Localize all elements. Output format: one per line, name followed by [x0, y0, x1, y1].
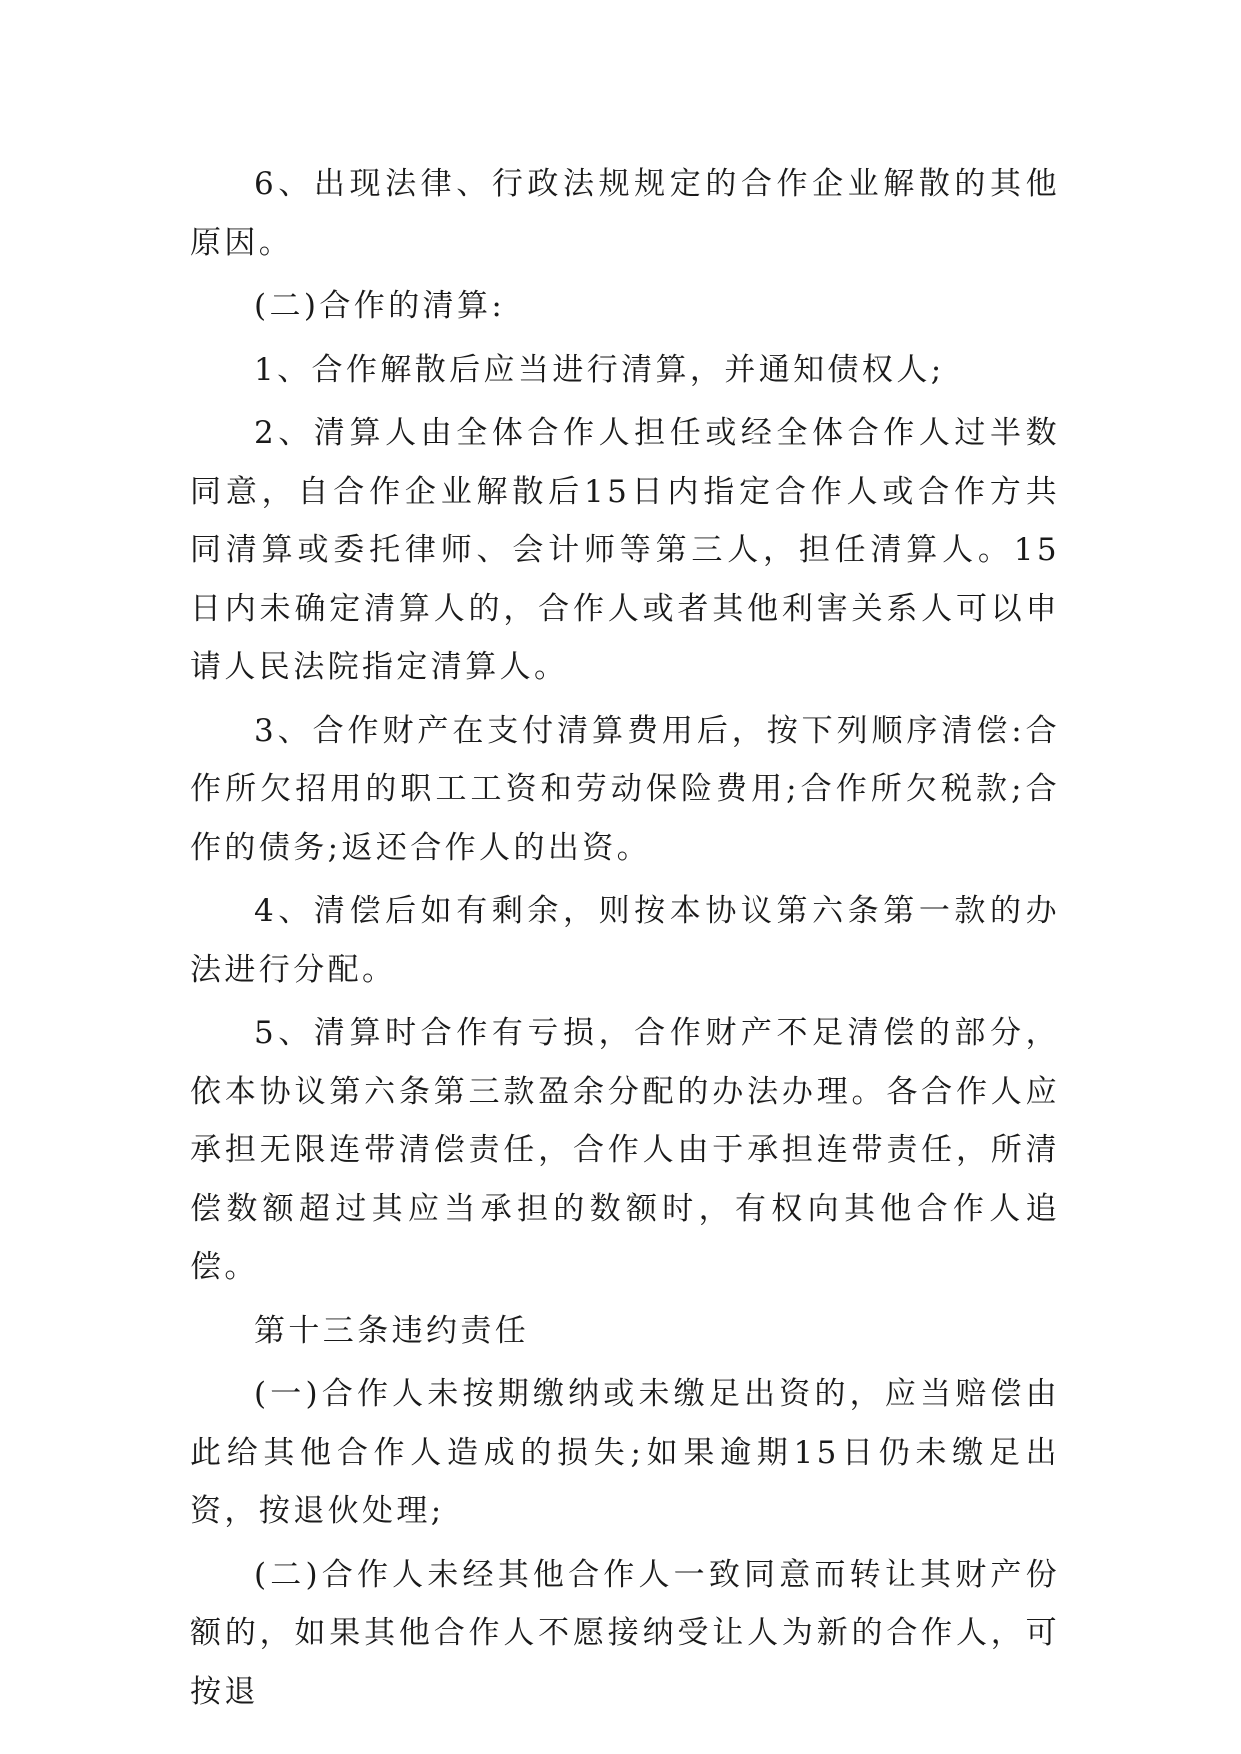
paragraph-item-5: 5、清算时合作有亏损，合作财产不足清偿的部分，依本协议第六条第三款盈余分配的办法办理。各合作人应承担无限连带清偿责任，合作人由于承担连带责任，所清偿数额超过其应当承担的数额时，有权向其他合作人追偿。 [190, 1015, 1060, 1285]
paragraph-item-2: 2、清算人由全体合作人担任或经全体合作人过半数同意，自合作企业解散后15日内指定合作人或合作方共同清算或委托律师、会计师等第三人，担任清算人。15日内未确定清算人的，合作人或者其他利害关系人可以申请人民法院指定清算人。 [190, 415, 1060, 685]
paragraph-item-3: 3、合作财产在支付清算费用后，按下列顺序清偿:合作所欠招用的职工工资和劳动保险费用;合作所欠税款;合作的债务;返还合作人的出资。 [190, 712, 1060, 866]
paragraph-item-4: 4、清偿后如有剩余，则按本协议第六条第一款的办法进行分配。 [190, 893, 1060, 988]
section-heading-liquidation: (二)合作的清算: [254, 288, 506, 324]
paragraph-item-1: 1、合作解散后应当进行清算，并通知债权人; [254, 351, 945, 388]
paragraph-liability-1: (一)合作人未按期缴纳或未缴足出资的，应当赔偿由此给其他合作人造成的损失;如果逾期15日仍未缴足出资，按退伙处理; [190, 1376, 1060, 1529]
paragraph-liability-2: (二)合作人未经其他合作人一致同意而转让其财产份额的，如果其他合作人不愿接纳受让人为新的合作人，可按退 [190, 1556, 1060, 1710]
article-heading-liability: 第十三条违约责任 [254, 1312, 530, 1349]
document-page [190, 155, 1060, 1726]
paragraph-item-6: 6、出现法律、行政法规规定的合作企业解散的其他原因。 [190, 166, 1060, 261]
